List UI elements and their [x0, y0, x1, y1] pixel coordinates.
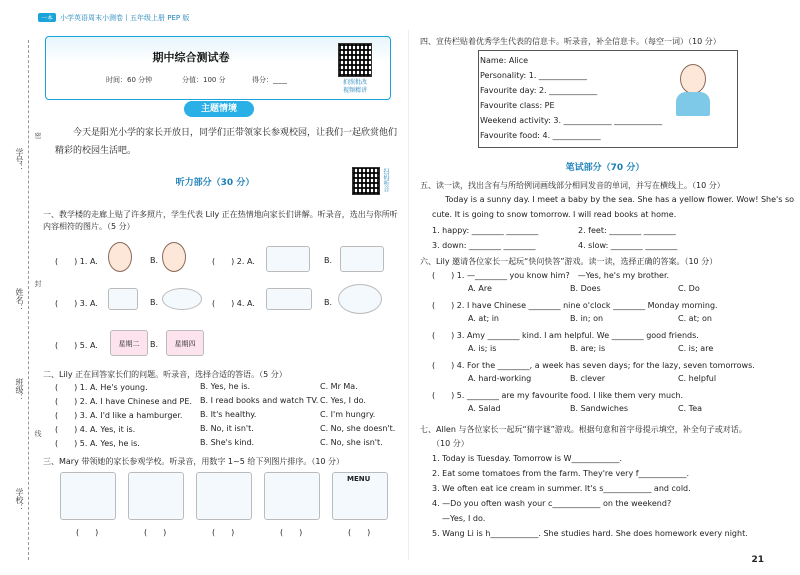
q6-option-a: A. Salad	[468, 404, 501, 413]
top-bar	[0, 0, 800, 22]
q6-option-c: C. Tea	[678, 404, 703, 413]
q2-option-a: ( ) 1. A. He's young.	[55, 383, 148, 392]
q1-item: B.	[324, 256, 333, 265]
cut-line	[28, 40, 29, 560]
q5-text: Today is a sunny day. I meet a baby by the sea. She has a yellow flower. Wow! She's so	[445, 195, 795, 204]
binding-margin	[0, 40, 40, 560]
name-label: 姓名：	[15, 288, 24, 312]
q2-option-c: C. I'm hungry.	[320, 410, 376, 419]
q2-option-c: C. No, she doesn't.	[320, 424, 396, 433]
old-man-picture	[108, 242, 132, 272]
exam-title-box	[45, 36, 391, 100]
info-card-line[interactable]: Favourite day: 2. ____________	[480, 86, 598, 95]
q5-answer[interactable]: 3. down: ________ ________	[432, 241, 536, 250]
day-card-tuesday: 星期二	[110, 330, 148, 356]
q2-option-b: B. No, it isn't.	[200, 424, 254, 433]
q6-question: ( ) 5. ________ are my favourite food. I like them very much.	[432, 391, 684, 400]
q1-item: B.	[150, 256, 159, 265]
q6-option-b: B. Sandwiches	[570, 404, 629, 413]
alice-body	[676, 92, 710, 116]
q1-title: 一、教学楼的走廊上贴了许多照片，学生代表 Lily 正在热情地向家长们讲解。听录音，选出与你所听内容相符的图片。（5 分）	[43, 210, 398, 231]
q2-option-b: B. She's kind.	[200, 438, 255, 447]
listening-heading: 听力部分（30 分）	[175, 178, 255, 188]
day-card-thursday: 星期四	[166, 330, 204, 356]
q2-option-a: ( ) 3. A. I'd like a hamburger.	[55, 411, 183, 420]
info-card-line[interactable]: Weekend activity: 3. ____________ ____________	[480, 116, 663, 125]
got-score-field: 得分：____	[252, 76, 287, 84]
scene-picture-4	[264, 472, 320, 520]
q6-question: ( ) 2. I have Chinese ________ nine o'clock ________ Monday morning.	[432, 301, 718, 310]
q6-title: 六、Lily 邀请各位家长一起玩“快问快答”游戏。读一读，选择正确的答案。（10 分）	[420, 257, 718, 266]
q1-item: B.	[150, 340, 159, 349]
q3-answer-blank[interactable]: ( )	[212, 528, 235, 537]
q1-item: B.	[324, 298, 333, 307]
q7-sentence[interactable]: 5. Wang Li is h____________. She studies hard. She does homework every night.	[432, 529, 748, 538]
q6-option-b: B. are; is	[570, 344, 606, 353]
q7-sentence[interactable]: 3. We often eat ice cream in summer. It's s____________ and cold.	[432, 484, 691, 493]
q6-option-c: C. at; on	[678, 314, 712, 323]
page-divider	[408, 30, 409, 560]
sandwich-picture	[266, 288, 312, 310]
q4-title: 四、宣传栏贴着优秀学生代表的信息卡。听录音，补全信息卡。（每空一词）（10 分）	[420, 37, 721, 46]
score-info: 分值：100 分	[182, 76, 226, 84]
hamburger-picture	[108, 288, 138, 310]
q1-item: ( ) 5. A.	[55, 341, 98, 350]
q6-option-a: A. at; in	[468, 314, 499, 323]
student-id-label: 学号：	[15, 148, 24, 172]
young-woman-picture	[162, 242, 186, 272]
q7-title: 七、Allen 与各位家长一起玩“猜字谜”游戏。根据句意和首字母提示填空，补全句子或对话。	[420, 425, 747, 434]
qr-label	[334, 79, 376, 95]
school-label: 学校：	[15, 488, 24, 512]
q5-answer[interactable]: 1. happy: ________ ________	[432, 226, 539, 235]
qr-label-line-1: 拍照批改	[342, 79, 367, 86]
q7-sentence[interactable]: 2. Eat some tomatoes from the farm. They're very f____________.	[432, 469, 690, 478]
qr-label-line-2: 视频精讲	[342, 87, 367, 94]
q1-item: B.	[150, 298, 159, 307]
page-number: 21	[751, 555, 764, 565]
q6-option-a: A. Are	[468, 284, 492, 293]
info-card-line[interactable]: Personality: 1. ____________	[480, 71, 587, 80]
q2-option-b: B. I read books and watch TV.	[200, 396, 319, 405]
seal-char: 密	[34, 132, 42, 139]
info-card-line: Favourite class: PE	[480, 101, 555, 110]
q1-item: ( ) 3. A.	[55, 299, 98, 308]
q2-option-a: ( ) 2. A. I have Chinese and PE.	[55, 397, 192, 406]
q5-text: cute. It is going to snow tomorrow. I will read books at home.	[432, 210, 677, 219]
q1-item: ( ) 2. A.	[212, 257, 255, 266]
q6-option-c: C. is; are	[678, 344, 714, 353]
qr-code[interactable]	[338, 43, 372, 77]
noodles-picture	[162, 288, 202, 310]
scene-picture-5	[332, 472, 388, 520]
q6-question: ( ) 3. Amy ________ kind. I am helpful. We ________ good friends.	[432, 331, 699, 340]
q6-question: ( ) 4. For the ________, a week has seven days; for the lazy, seven tomorrows.	[432, 361, 755, 370]
q2-option-c: C. No, she isn't.	[320, 438, 383, 447]
q3-answer-blank[interactable]: ( )	[280, 528, 303, 537]
football-picture	[340, 246, 384, 272]
menu-board-text: MENU	[347, 475, 371, 483]
q7-sentence[interactable]: 1. Today is Tuesday. Tomorrow is W____________.	[432, 454, 623, 463]
q2-option-c: C. Yes, I do.	[320, 396, 366, 405]
writing-heading: 笔试部分（70 分）	[565, 163, 645, 173]
theme-tag: 主题情境	[184, 101, 254, 117]
q3-title: 三、Mary 带领她的家长参观学校。听录音，用数字 1~5 给下列图片排序。（10 分）	[43, 457, 345, 466]
scene-picture-2	[128, 472, 184, 520]
info-card-line: Name: Alice	[480, 56, 529, 65]
q5-answer[interactable]: 2. feet: ________ ________	[578, 226, 676, 235]
seal-char: 线	[34, 430, 42, 437]
q6-option-c: C. helpful	[678, 374, 717, 383]
q5-answer[interactable]: 4. slow: ________ ________	[578, 241, 678, 250]
q3-answer-blank[interactable]: ( )	[348, 528, 371, 537]
scene-picture-3	[196, 472, 252, 520]
ping-pong-picture	[266, 246, 310, 272]
q6-question: ( ) 1. —________ you know him? —Yes, he's my brother.	[432, 271, 670, 280]
q2-option-a: ( ) 5. A. Yes, he is.	[55, 439, 140, 448]
listening-qr-code[interactable]	[352, 167, 380, 195]
theme-intro: 今天是阳光小学的家长开放日，同学们正带领家长参观校园，让我们一起欣赏他们精彩的校园生活吧。	[55, 128, 398, 156]
q2-option-b: B. Yes, he is.	[200, 382, 251, 391]
seal-char: 封	[34, 280, 42, 287]
q1-item: ( ) 1. A.	[55, 257, 98, 266]
series-title: 小学英语周末小测卷丨五年级上册 PEP 版	[60, 14, 190, 22]
info-card-line[interactable]: Favourite food: 4. ____________	[480, 131, 601, 140]
q7-sentence[interactable]: —Yes, I do.	[442, 514, 486, 523]
salad-picture	[338, 284, 382, 314]
class-label: 班级：	[15, 378, 24, 402]
q6-option-b: B. clever	[570, 374, 606, 383]
brand-badge: 一本	[38, 13, 56, 22]
q3-answer-blank[interactable]: ( )	[144, 528, 167, 537]
alice-portrait	[680, 64, 706, 94]
time-info: 时间：60 分钟	[106, 76, 153, 84]
q3-answer-blank[interactable]: ( )	[76, 528, 99, 537]
q1-item: ( ) 4. A.	[212, 299, 255, 308]
q2-option-b: B. It's healthy.	[200, 410, 257, 419]
q5-title: 五、读一读，找出含有与所给例词画线部分相同发音的单词，并写在横线上。（10 分）	[420, 181, 725, 190]
q2-title: 二、Lily 正在回答家长们的问题。听录音，选择合适的答语。（5 分）	[43, 370, 287, 379]
q6-option-b: B. in; on	[570, 314, 604, 323]
q7-score: （10 分）	[432, 439, 469, 448]
page-title: 期中综合测试卷	[152, 51, 230, 64]
scene-picture-1	[60, 472, 116, 520]
q2-option-c: C. Mr Ma.	[320, 382, 358, 391]
q6-option-a: A. is; is	[468, 344, 497, 353]
q6-option-b: B. Does	[570, 284, 601, 293]
qr-tag: 扫码听音	[382, 168, 389, 192]
q2-option-a: ( ) 4. A. Yes, it is.	[55, 425, 136, 434]
q6-option-c: C. Do	[678, 284, 700, 293]
q7-sentence[interactable]: 4. —Do you often wash your c____________ on the weekend?	[432, 499, 672, 508]
q6-option-a: A. hard-working	[468, 374, 532, 383]
